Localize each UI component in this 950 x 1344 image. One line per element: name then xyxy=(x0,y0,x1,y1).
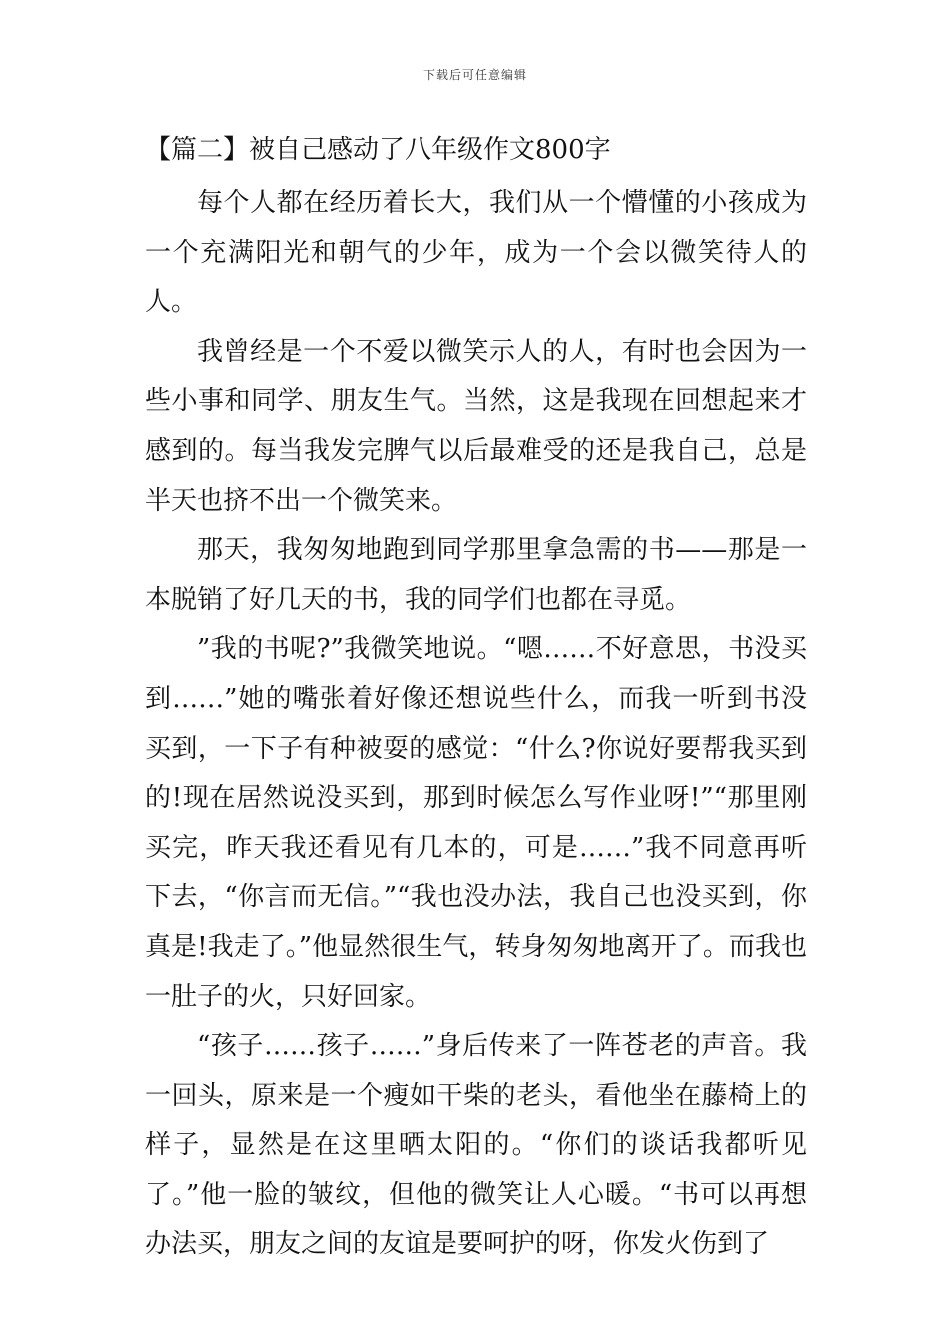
paragraph-5: “孩子……孩子……”身后传来了一阵苍老的声音。我一回头，原来是一个瘦如干柴的老头，看他坐在藤椅上的样子，显然是在这里晒太阳的。“你们的谈话我都听见了。”他一脸的皱纹，但他的微笑让人心暖。“书可以再想办法买，朋友之间的友谊是要呵护的呀，你发火伤到了 xyxy=(145,1031,807,1260)
paragraph-2: 我曾经是一个不爱以微笑示人的人，有时也会因为一些小事和同学、朋友生气。当然，这是我现在回想起来才感到的。每当我发完脾气以后最难受的还是我自己，总是半天也挤不出一个微笑来。 xyxy=(145,336,807,516)
paragraph-1: 每个人都在经历着长大，我们从一个懵懂的小孩成为一个充满阳光和朝气的少年，成为一个会以微笑待人的人。 xyxy=(145,188,807,318)
page-header: 下载后可任意编辑 xyxy=(422,68,527,82)
paragraph-3: 那天，我匆匆地跑到同学那里拿急需的书——那是一本脱销了好几天的书，我的同学们也都在寻觅。 xyxy=(145,535,807,615)
document-title: 【篇二】被自己感动了八年级作文800字 xyxy=(145,135,611,165)
document-body xyxy=(145,130,807,1270)
paragraph-4: ”我的书呢?”我微笑地说。“嗯……不好意思，书没买到……”她的嘴张着好像还想说些什么，而我一听到书没买到，一下子有种被耍的感觉：“什么?你说好要帮我买到的!现在居然说没买到，那到时候怎么写作业呀!”“那里刚买完，昨天我还看见有几本的，可是……”我不同意再听下去，“你言而无信。”“我也没办法，我自己也没买到，你真是!我走了。”他显然很生气，转身匆匆地离开了。而我也一肚子的火，只好回家。 xyxy=(145,634,807,1012)
